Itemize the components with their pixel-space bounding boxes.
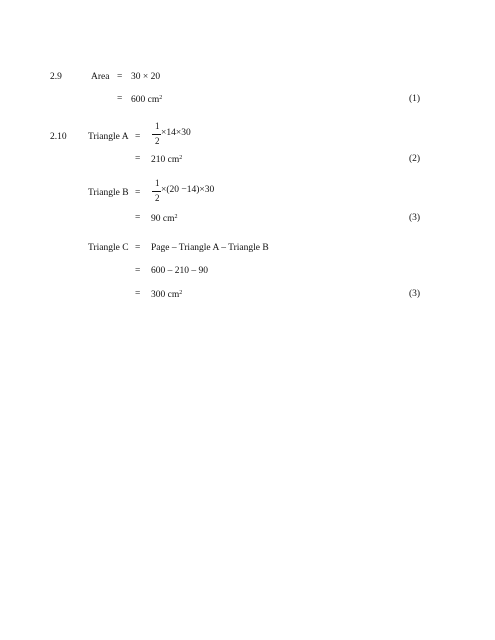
equals-sign: = [135,154,141,164]
equals-sign: = [135,289,141,299]
mark-allocation: (3) [409,213,421,223]
triangle-a-result: 210 $cm^2$ [151,155,183,165]
equals-sign: = [117,94,123,104]
triangle-c-expression: Page – Triangle A – Triangle B [151,243,269,253]
equals-sign: = [135,132,141,142]
mark-allocation: (3) [409,289,421,299]
triangle-c-result: 300 $cm^2$ [151,290,183,300]
fraction-numerator: 1 [155,121,160,131]
fraction-denominator: 2 [155,136,160,146]
fraction-bar [152,134,161,135]
triangle-a-expression: ×14×30 [161,128,191,138]
fraction-denominator: 2 [155,193,160,203]
fraction-numerator: 1 [155,178,160,188]
area-result: 600 $cm^2$ [131,95,163,105]
equals-sign: = [117,72,123,82]
equals-sign: = [135,188,141,198]
area-label: Area [91,72,110,82]
equals-sign: = [135,266,141,276]
question-number-2-10: 2.10 [50,132,67,142]
question-number-2-9: 2.9 [50,72,62,82]
triangle-c-substitution: 600 – 210 – 90 [151,266,208,276]
mark-allocation: (1) [409,94,421,104]
triangle-b-result: 90 $cm^2$ [151,214,178,224]
equals-sign: = [135,243,141,253]
triangle-b-label: Triangle B [88,188,129,198]
triangle-b-expression: ×(20 −14)×30 [161,185,215,195]
equals-sign: = [135,213,141,223]
fraction-bar [152,191,161,192]
mark-allocation: (2) [409,154,421,164]
triangle-c-label: Triangle C [88,243,129,253]
triangle-a-label: Triangle A [88,132,129,142]
area-expression: 30 × 20 [131,72,161,82]
